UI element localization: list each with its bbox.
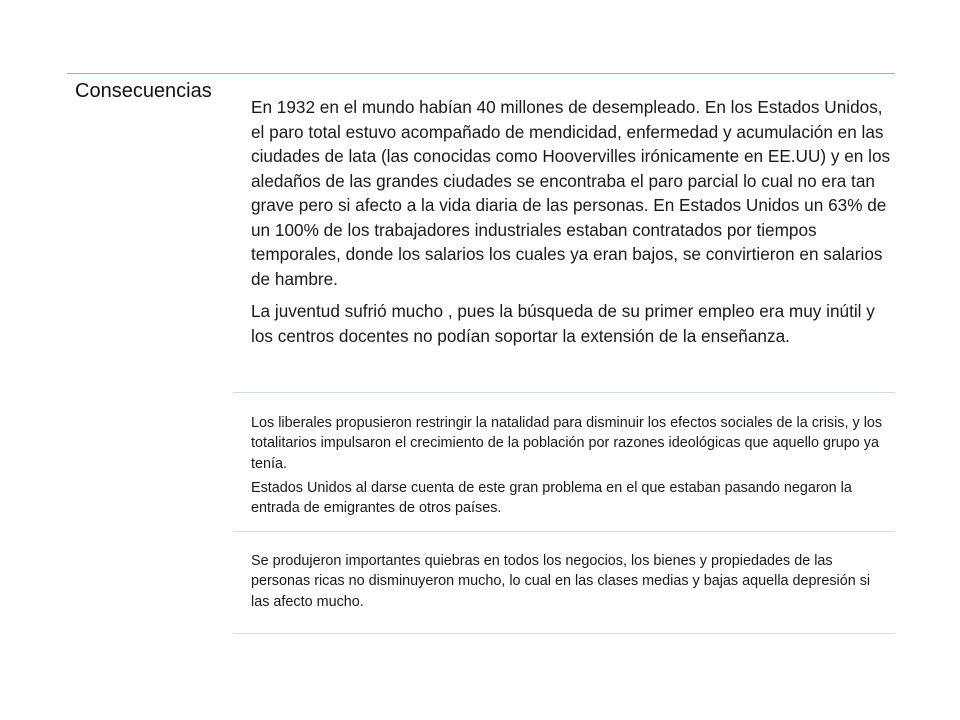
row-divider xyxy=(233,531,895,532)
paragraph: Estados Unidos al darse cuenta de este gran problema en el que estaban pasando negaron la entrada de emigrantes de otros países. xyxy=(251,479,852,517)
consequence-row-3 xyxy=(251,551,891,612)
row-divider xyxy=(233,392,895,393)
paragraph: La juventud sufrió mucho , pues la búsqueda de su primer empleo era muy inútil y los centros docentes no podían soportar la extensión de la enseñanza. xyxy=(251,301,875,346)
paragraph: Los liberales propusieron restringir la natalidad para disminuir los efectos sociales de la crisis, y los totalitarios impulsaron el crecimiento de la población por razones ideológicas que aquello grupo ya tenía. xyxy=(251,415,883,472)
section-title: Consecuencias xyxy=(75,80,212,102)
top-divider xyxy=(67,73,895,74)
paragraph: En 1932 en el mundo habían 40 millones de desempleado. En los Estados Unidos, el paro total estuvo acompañado de mendicidad, enfermedad y acumulación en las ciudades de lata (las conocidas como Hoovervilles irónicamente en EE.UU) y en los aledaños de las grandes ciudades se encontraba el paro parcial lo cual no era tan grave pero si afecto a la vida diaria de las personas. En Estados Unidos un 63% de un 100% de los trabajadores industriales estaban contratados por tiempos temporales, donde los salarios los cuales ya eran bajos, se convirtieron en salarios de hambre. xyxy=(251,97,891,289)
consequence-row-2 xyxy=(251,413,891,518)
paragraph: Se produjeron importantes quiebras en todos los negocios, los bienes y propiedades de las personas ricas no disminuyeron mucho, lo cual en las clases medias y bajas aquella depresión si las afecto mucho. xyxy=(251,553,871,610)
consequence-row-1 xyxy=(251,95,891,348)
row-divider xyxy=(233,633,895,634)
